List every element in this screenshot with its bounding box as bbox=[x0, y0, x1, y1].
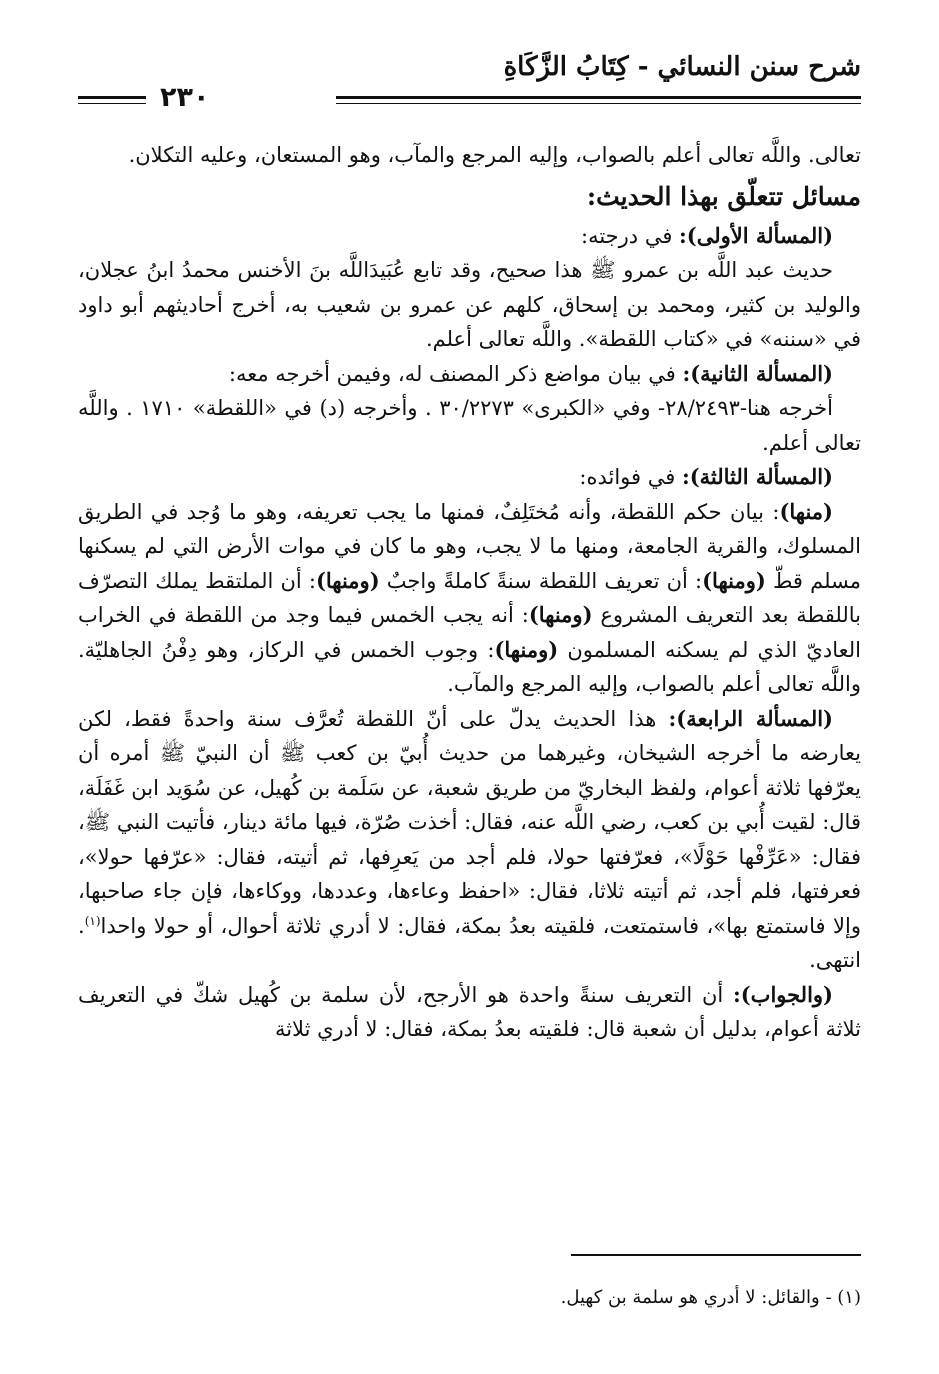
question-3-heading bbox=[78, 460, 861, 495]
question-1-text: حديث عبد اللَّه بن عمرو ﷺ هذا صحيح، وقد تابع عُبَيدَاللَّه بنَ الأخنس محمدُ ابنُ عجلان، والوليد بن كثير، ومحمد بن إسحاق، كلهم عن عمرو بن شعيب به، أخرج أحاديثهم أبو داود في «سننه» في «كتاب اللقطة». واللَّه تعالى أعلم. bbox=[78, 258, 861, 351]
benefit-text: : وجوب الخمس في الركاز، وهو دِفْنُ الجاهليّة. واللَّه تعالى أعلم بالصواب، وإليه المرجع والمآب. bbox=[78, 637, 861, 696]
question-3-heading-text: في فوائده: bbox=[579, 465, 682, 489]
answer-text: أن التعريف سنةً واحدة هو الأرجح، لأن سلمة بن كُهيل شكّ في التعريف ثلاثة أعوام، بدليل أن شعبة قال: فلقيته بعدُ بمكة، فقال: لا أدري ثلاثة bbox=[78, 982, 861, 1041]
question-1-label: (المسألة الأولى): bbox=[679, 222, 833, 248]
question-2-heading-text: في بيان مواضع ذكر المصنف له، وفيمن أخرجه معه: bbox=[228, 361, 683, 386]
minha-marker: (ومنها) bbox=[702, 567, 766, 593]
minha-marker: (منها) bbox=[779, 498, 833, 524]
benefit-text: : أنه يجب الخمس فيما وجد من اللقطة في الخراب العاديّ الذي لم يسكنه المسلمون bbox=[78, 603, 861, 662]
question-2-text: أخرجه هنا-٢٨/٢٤٩٣- وفي «الكبرى» ٣٠/٢٢٧٣ . وأخرجه (د) في «اللقطة» ١٧١٠ . واللَّه تعالى أعلم. bbox=[78, 396, 861, 455]
question-4-body: هذا الحديث يدلّ على أنّ اللقطة تُعرَّف سنة واحدةً فقط، لكن يعارضه ما أخرجه الشيخان، وغيرهما من حديث أُبيّ بن كعب ﷺ أن النبيّ ﷺ أمره أن يعرّفها ثلاثة أعوام، ولفظ البخاريّ من طريق شعبة، عن سَلَمة بن كُهيل، عن سُوَيد ابن غَفَلَة، قال: لقيت أُبي بن كعب، رضي اللَّه عنه، فقال: أخذت صُرّة، فيها مائة دينار، فأتيت النبي ﷺ، فقال: «عَرِّفْها حَوْلًا»، فعرّفتها حولا، فلم أجد من يَعرِفها، ثم أتيته، فقال: «عرّفها حولا»، فعرفتها، فلم أجد، ثم أتيته ثلاثا، فقال: «احفظ وعاءها، وعددها، ووكاءها، فإن جاء صاحبها، وإلا فاستمتع بها»، فاستمتعت، فلقيته بعدُ بمكة، فقال: لا أدري ثلاثة أحوال، أو حولا واحدا bbox=[78, 706, 861, 938]
header-rule-right bbox=[336, 96, 861, 104]
minha-marker: (ومنها) bbox=[494, 636, 559, 662]
benefit-text: : أن الملتقط يملك التصرّف باللقطة بعد التعريف المشروع bbox=[78, 568, 861, 627]
section-title: مسائل تتعلّق بهذا الحديث: bbox=[586, 181, 861, 211]
minha-marker: (ومنها) bbox=[315, 567, 380, 593]
footnote-reference[interactable]: (١) bbox=[84, 913, 101, 928]
question-4-label: (المسألة الرابعة): bbox=[668, 705, 833, 731]
question-4-text bbox=[78, 702, 861, 978]
answer-paragraph bbox=[78, 978, 861, 1047]
question-2-heading bbox=[78, 357, 861, 392]
question-2-label: (المسألة الثانية): bbox=[682, 360, 833, 386]
footnote: (١) - والقائل: لا أدري هو سلمة بن كهيل. bbox=[560, 1287, 861, 1308]
question-1-heading bbox=[78, 219, 861, 254]
main-text bbox=[78, 138, 861, 1047]
question-4-end: . انتهى. bbox=[78, 913, 861, 972]
question-1-heading-text: في درجته: bbox=[581, 223, 680, 248]
benefit-text: : بيان حكم اللقطة، وأنه مُختَلِفٌ، فمنها ما يجب تعريفه، وهو ما وُجد في الطريق المسلوك، والقرية الجامعة، ومنها ما لا يجب، وهو ما كان في موات الأرض التي لم يسكنها مسلم قطّ bbox=[78, 499, 862, 593]
question-3-label: (المسألة الثالثة): bbox=[681, 464, 833, 489]
intro-paragraph: تعالى. واللَّه تعالى أعلم بالصواب، وإليه المرجع والمآب، وهو المستعان، وعليه التكلان. bbox=[128, 143, 861, 167]
question-3-text bbox=[78, 495, 861, 702]
page-number: ٢٣٠ bbox=[160, 82, 210, 113]
footnote-separator bbox=[571, 1254, 861, 1256]
page-header bbox=[78, 52, 861, 112]
benefit-text: : أن تعريف اللقطة سنةً كاملةً واجبٌ bbox=[379, 568, 703, 593]
header-rule-left bbox=[78, 96, 146, 104]
answer-label: (والجواب): bbox=[732, 981, 833, 1007]
running-title: شرح سنن النسائي - كِتَابُ الزَّكَاةِ bbox=[503, 52, 861, 82]
minha-marker: (ومنها) bbox=[528, 602, 593, 627]
